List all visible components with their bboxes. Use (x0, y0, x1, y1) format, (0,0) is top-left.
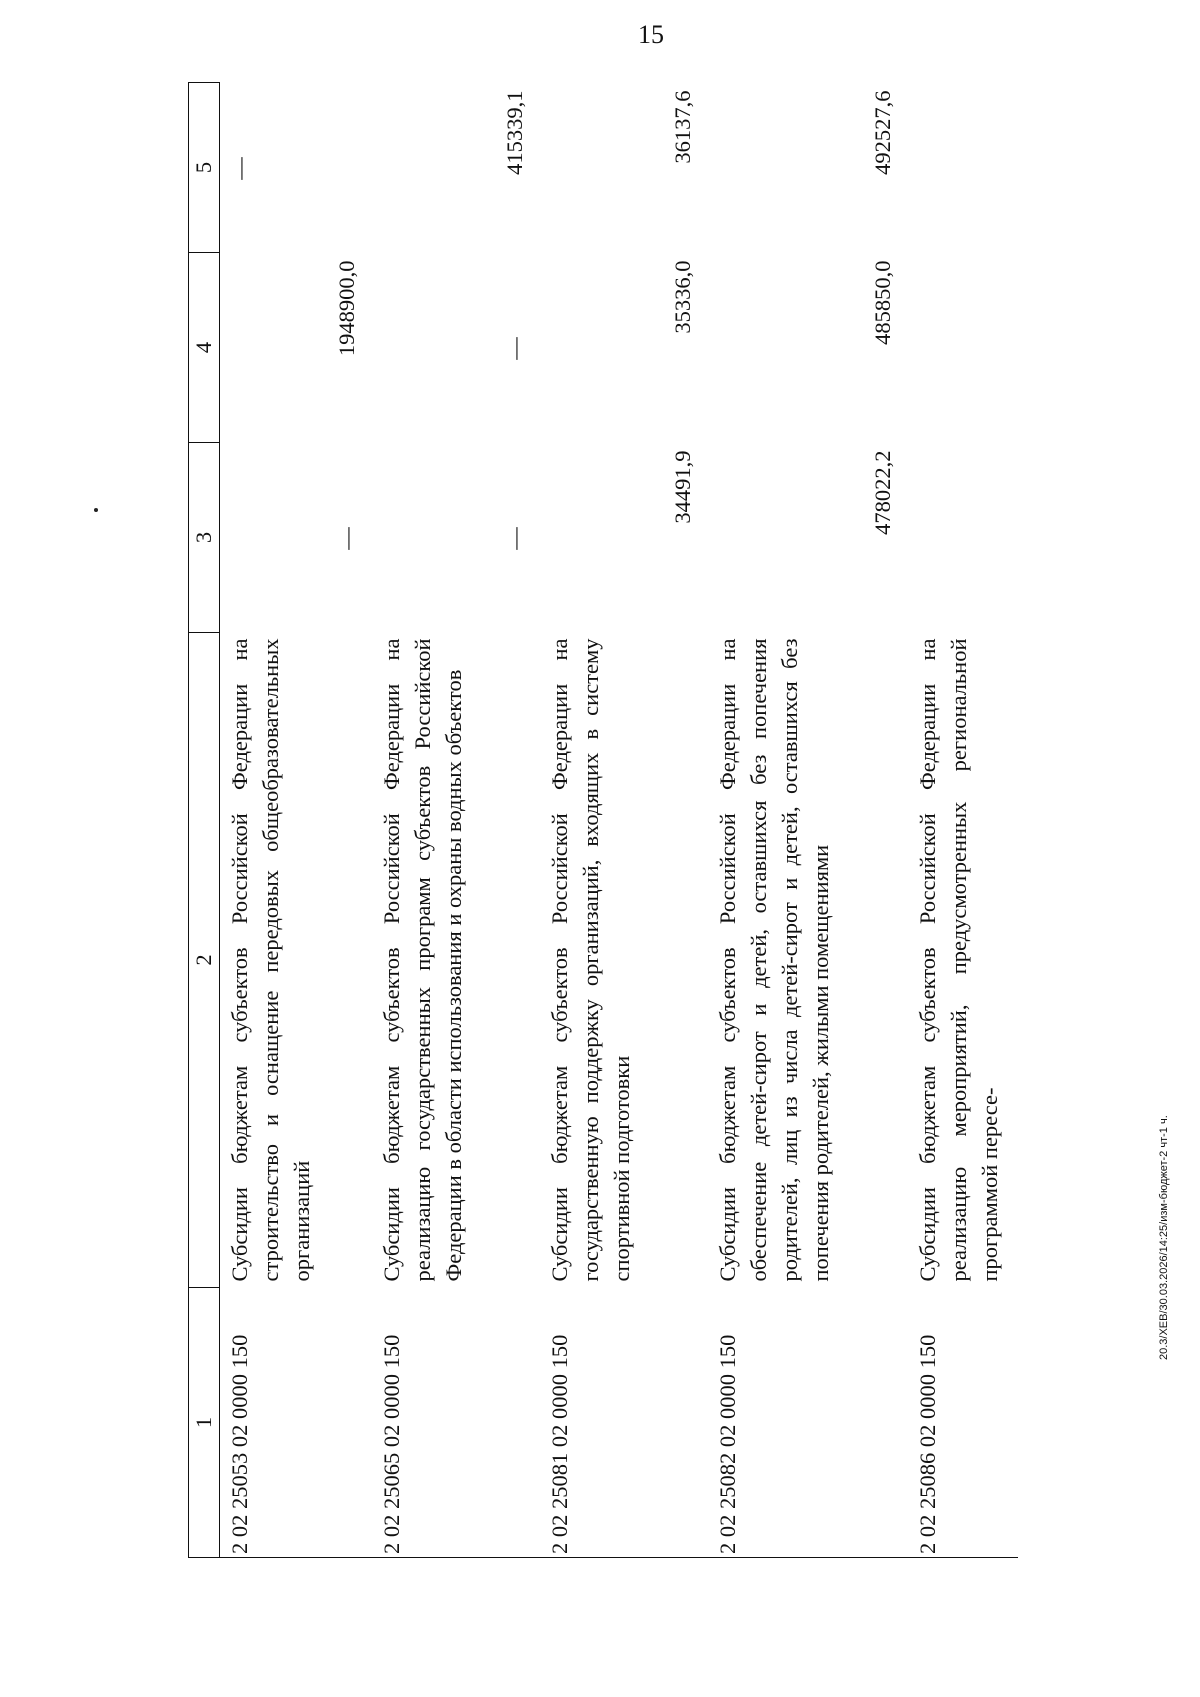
row-value-col3: — (333, 527, 359, 550)
header-col-3: 3 (189, 443, 220, 633)
row-value-col5 (908, 83, 1018, 253)
row-value-col4: 1948900,0 (333, 260, 359, 357)
document-footer-code: 20.3/XEB/30.03.2026/14:25/изм-бюджет-2 чт-1 ч. (1158, 1115, 1170, 1360)
row-code: 2 02 25081 02 0000 150 (540, 1288, 708, 1558)
row-value-col4 (908, 253, 1018, 443)
row-description: Субсидии бюджетам субъектов Российской Федерации на обеспечение детей-сирот и детей, оставшихся без попечения родителей, лиц из числа детей-сирот и детей, оставшихся без попечения родителей, жилыми помещениями (714, 638, 833, 1282)
table-row (708, 83, 908, 1558)
table-row (220, 83, 372, 1558)
row-value-col3: 34491,9 (669, 450, 695, 524)
table-row (372, 83, 540, 1558)
row-value-col4: 485850,0 (869, 260, 895, 345)
table-row (908, 83, 1018, 1558)
row-value-col4: 35336,0 (669, 260, 695, 334)
row-description: Субсидии бюджетам субъектов Российской Федерации на строительство и оснащение передовых общеобразовательных организаций (227, 638, 314, 1282)
row-value-col4: — (501, 337, 527, 360)
page-number: 15 (638, 20, 664, 49)
row-description: Субсидии бюджетам субъектов Российской Федерации на реализацию мероприятий, предусмотренных региональной программой пересе- (914, 638, 1002, 1282)
header-col-2: 2 (189, 633, 220, 1288)
budget-table (188, 82, 1018, 1558)
row-value-col5: 36137,6 (669, 90, 695, 164)
header-col-5: 5 (189, 83, 220, 253)
row-value-col3: — (501, 527, 527, 550)
table-row (540, 83, 708, 1558)
row-value-col3 (908, 443, 1018, 633)
budget-table-rotated (188, 83, 1018, 1558)
row-value-col5: 415339,1 (501, 90, 527, 175)
row-code: 2 02 25053 02 0000 150 (220, 1288, 372, 1558)
table-header-row (189, 83, 220, 1558)
row-code: 2 02 25065 02 0000 150 (372, 1288, 540, 1558)
row-value-col3: 478022,2 (869, 450, 895, 535)
scan-speck (94, 508, 98, 512)
row-value-col5: — (227, 157, 252, 180)
row-value-col5: 492527,6 (869, 90, 895, 175)
header-col-1: 1 (189, 1288, 220, 1558)
row-code: 2 02 25082 02 0000 150 (708, 1288, 908, 1558)
header-col-4: 4 (189, 253, 220, 443)
row-description: Субсидии бюджетам субъектов Российской Федерации на государственную поддержку организаций, входящих в систему спортивной подготовки (546, 638, 634, 1282)
row-description: Субсидии бюджетам субъектов Российской Федерации на реализацию государственных программ субъектов Российской Федерации в области использования и охраны водных объектов (378, 638, 466, 1282)
row-code: 2 02 25086 02 0000 150 (908, 1288, 1018, 1558)
